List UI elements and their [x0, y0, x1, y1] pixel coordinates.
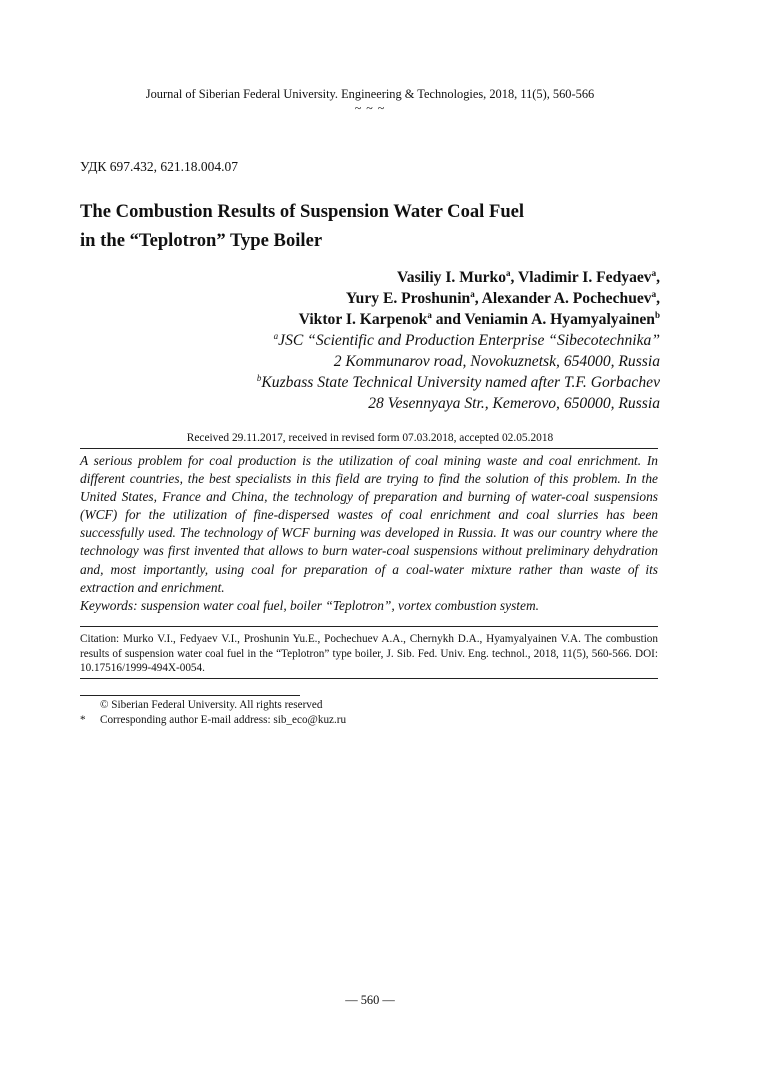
affiliation-mark: a	[470, 288, 475, 299]
keywords: Keywords: suspension water coal fuel, boiler “Teplotron”, vortex combustion system.	[80, 598, 539, 613]
affiliation-b-name	[60, 372, 660, 393]
affiliation-mark: a	[427, 309, 432, 320]
abstract: A serious problem for coal production is the utilization of coal mining waste and coal enrichment. In different countries, the best specialists in this field are trying to find the solution of this problem. In the United States, France and China, the technology of preparation and burning of water-coal suspensions (WCF) for the utilization of fine-dispersed wastes of coal enrichment and coal slurries has been successfully used. The technology of WCF burning was developed in Russia. It was our country where the technology was first invented that allows to burn water-coal suspensions without preliminary dehydration and, most importantly, using coal for preparation of a coal-water mixture rather than waste of its extraction and enrichment.	[80, 453, 658, 595]
footnote-text: © Siberian Federal University. All rights reserved	[100, 699, 323, 711]
affiliation-mark: a	[506, 267, 511, 278]
author-name: Yury E. Proshunin	[345, 290, 471, 307]
udk-code: УДК 697.432, 621.18.004.07	[80, 159, 239, 174]
journal-header: Journal of Siberian Federal University. Engineering & Technologies, 2018, 11(5), 560-566	[145, 87, 595, 101]
paper-title	[80, 197, 640, 255]
author-name: Vasiliy I. Murko	[396, 269, 507, 286]
author-separator: ,	[656, 269, 660, 286]
affiliation-a-address: 2 Kommunarov road, Novokuznetsk, 654000, Russia	[333, 353, 660, 370]
author-block	[60, 267, 660, 414]
affiliation-mark: b	[256, 372, 262, 383]
footnote-mark: *	[80, 714, 86, 726]
divider	[80, 678, 658, 679]
affiliation-a-name	[60, 330, 660, 351]
affiliation-mark: a	[651, 288, 657, 299]
affiliation-mark: a	[273, 330, 279, 341]
title-line-2: in the “Teplotron” Type Boiler	[80, 230, 323, 251]
footnote-copyright	[80, 698, 322, 712]
received-dates: Received 29.11.2017, received in revised form 07.03.2018, accepted 02.05.2018	[186, 432, 554, 444]
affiliation-b-address: 28 Vesennyaya Str., Kemerovo, 650000, Russia	[368, 395, 660, 412]
author-separator: ,	[474, 290, 482, 307]
divider	[80, 448, 658, 449]
author-name: Alexander A. Pochechuev	[481, 290, 652, 307]
affiliation-name: Kuzbass State Technical University named after T.F. Gorbachev	[261, 374, 660, 391]
header-ornament: ~ ~ ~	[354, 101, 386, 115]
affiliation-name: JSC “Scientific and Production Enterprise “Sibecotechnika”	[278, 332, 660, 349]
author-line-3	[60, 309, 660, 330]
author-name: Veniamin A. Hyamyalyainen	[464, 311, 655, 328]
affiliation-mark: a	[651, 267, 657, 278]
footnote-divider	[80, 695, 300, 696]
title-line-1: The Combustion Results of Suspension Water Coal Fuel	[80, 201, 525, 222]
author-separator: and	[431, 311, 465, 328]
citation: Citation: Murko V.I., Fedyaev V.I., Proshunin Yu.E., Pochechuev A.A., Chernykh D.A., Hyamyalyainen V.A. The combustion results of suspension water coal fuel in the “Teplotron” type boiler, J. Sib. Fed. Univ. Eng. technol., 2018, 11(5), 560-566. DOI: 10.17516/1999-494X-0054.	[80, 633, 658, 674]
author-name: Vladimir I. Fedyaev	[518, 269, 652, 286]
page-number: — 560 —	[345, 993, 395, 1007]
divider	[80, 626, 658, 627]
author-name: Viktor I. Karpenok	[298, 311, 428, 328]
footnote-corresponding-author	[80, 713, 346, 727]
author-line-2	[60, 288, 660, 309]
author-separator: ,	[510, 269, 519, 286]
affiliation-mark: b	[654, 309, 660, 320]
author-separator: ,	[656, 290, 660, 307]
footnote-text: Corresponding author E-mail address: sib_eco@kuz.ru	[100, 714, 347, 726]
author-line-1	[60, 267, 660, 288]
